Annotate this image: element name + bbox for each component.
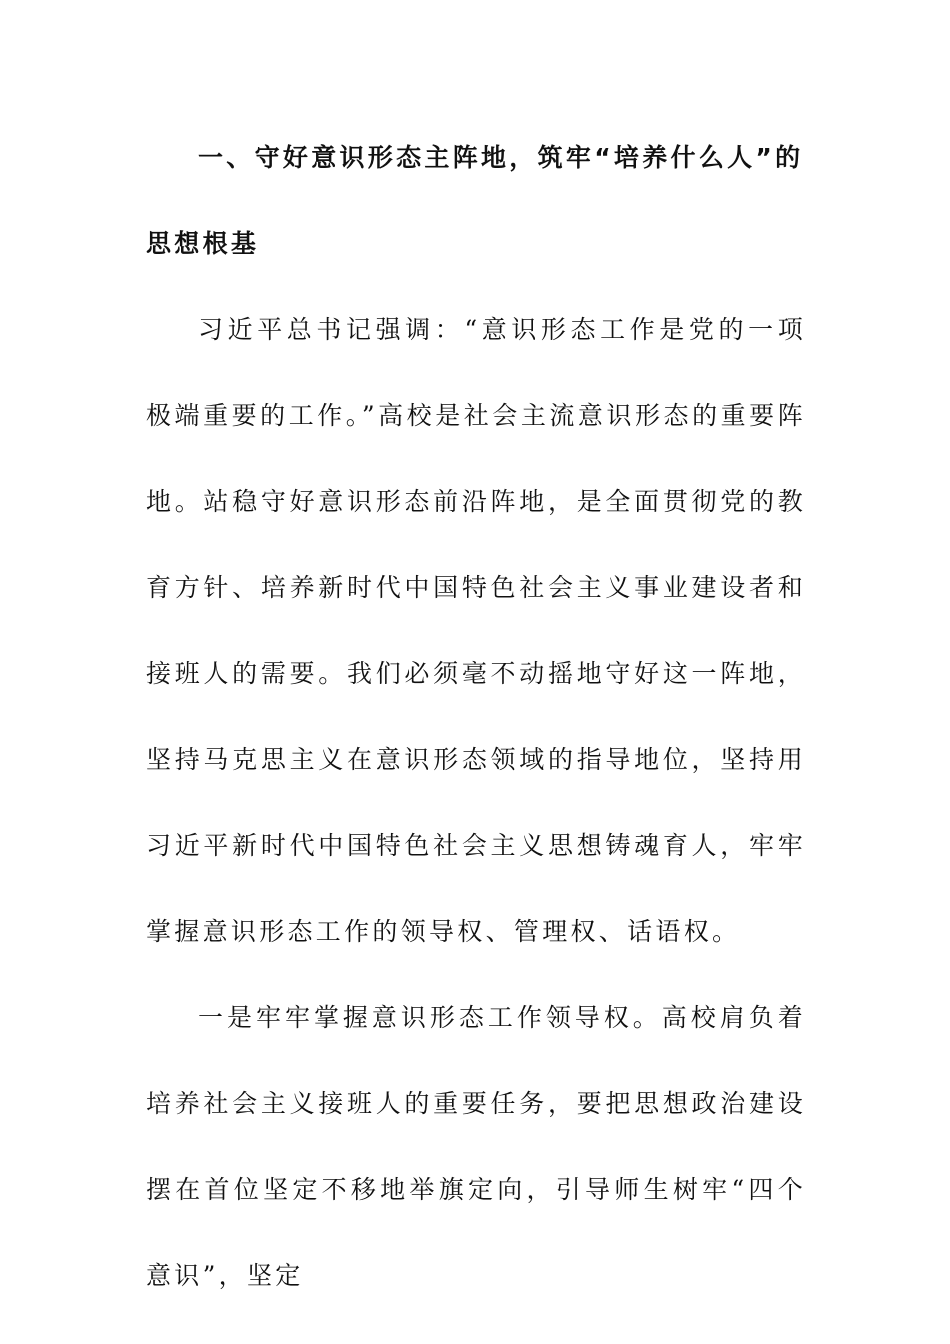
document-body <box>146 115 806 1319</box>
section-heading: 一、守好意识形态主阵地，筑牢“培养什么人”的思想根基 <box>146 143 804 258</box>
paragraph-2: 一是牢牢掌握意识形态工作领导权。高校肩负着培养社会主义接班人的重要任务，要把思想政治建设摆在首位坚定不移地举旗定向，引导师生树牢“四个意识”，坚定 <box>146 1003 806 1290</box>
paragraph-1: 习近平总书记强调：“意识形态工作是党的一项极端重要的工作。”高校是社会主流意识形态的重要阵地。站稳守好意识形态前沿阵地，是全面贯彻党的教育方针、培养新时代中国特色社会主义事业建设者和接班人的需要。我们必须毫不动摇地守好这一阵地，坚持马克思主义在意识形态领域的指导地位，坚持用习近平新时代中国特色社会主义思想铸魂育人，牢牢掌握意识形态工作的领导权、管理权、话语权。 <box>146 315 806 946</box>
